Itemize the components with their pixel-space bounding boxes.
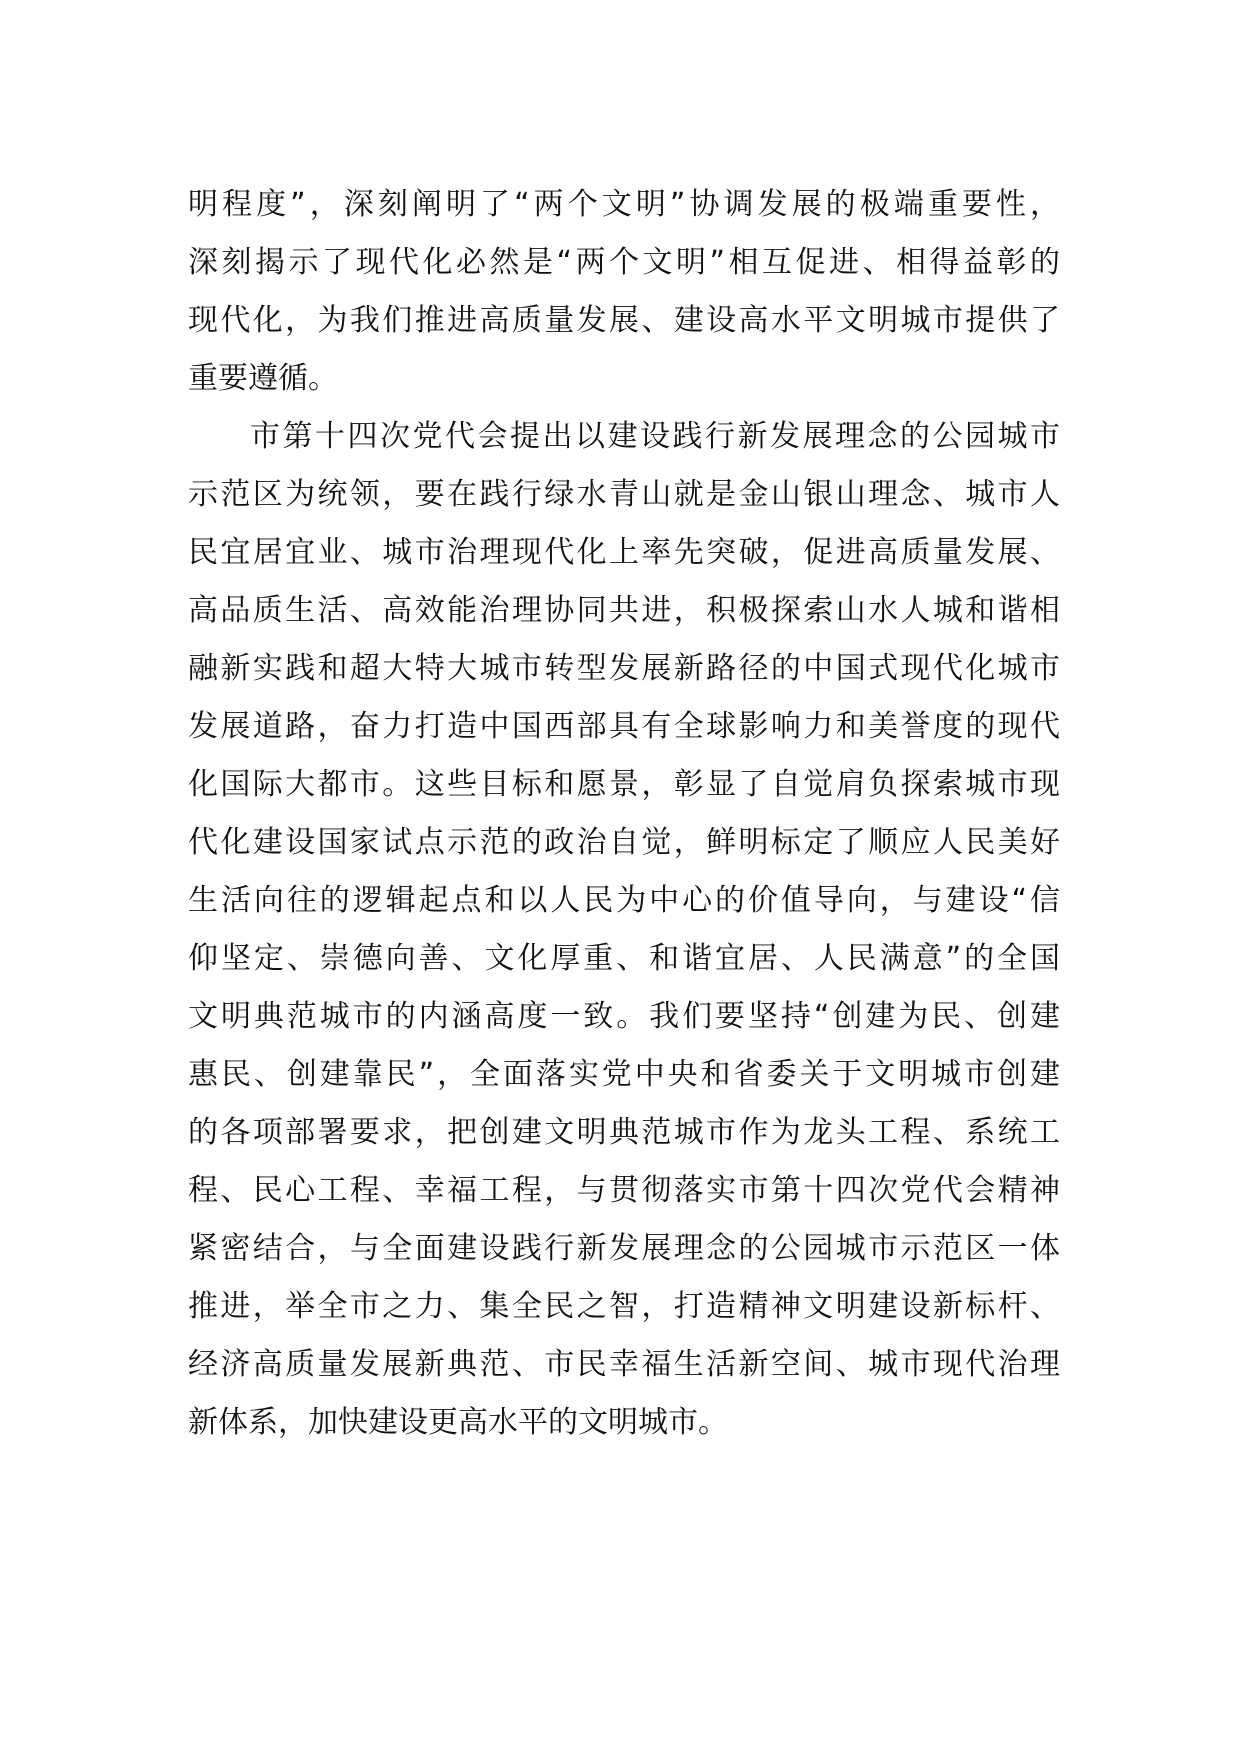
text-line: 化国际大都市。这些目标和愿景，彰显了自觉肩负探索城市现: [188, 767, 1060, 802]
text-line: 现代化，为我们推进高质量发展、建设高水平文明城市提供了: [188, 303, 1060, 338]
text-line: 的各项部署要求，把创建文明典范城市作为龙头工程、系统工: [188, 1115, 1060, 1150]
text-line: 新体系，加快建设更高水平的文明城市。: [188, 1405, 728, 1440]
text-line: 生活向往的逻辑起点和以人民为中心的价值导向，与建设“信: [188, 883, 1060, 918]
text-line: 惠民、创建靠民”，全面落实党中央和省委关于文明城市创建: [188, 1057, 1060, 1092]
text-line: 代化建设国家试点示范的政治自觉，鲜明标定了顺应人民美好: [188, 825, 1060, 860]
text-line: 推进，举全市之力、集全民之智，打造精神文明建设新标杆、: [188, 1289, 1060, 1324]
text-line: 民宜居宜业、城市治理现代化上率先突破，促进高质量发展、: [188, 535, 1060, 570]
text-line: 程、民心工程、幸福工程，与贯彻落实市第十四次党代会精神: [188, 1173, 1060, 1208]
text-line: 高品质生活、高效能治理协同共进，积极探索山水人城和谐相: [188, 593, 1060, 628]
text-line: 融新实践和超大特大城市转型发展新路径的中国式现代化城市: [188, 651, 1060, 686]
text-line: 示范区为统领，要在践行绿水青山就是金山银山理念、城市人: [188, 477, 1060, 512]
text-line: 明程度”，深刻阐明了“两个文明”协调发展的极端重要性，: [188, 187, 1060, 222]
text-line: 经济高质量发展新典范、市民幸福生活新空间、城市现代治理: [188, 1347, 1060, 1382]
text-line: 仰坚定、崇德向善、文化厚重、和谐宜居、人民满意”的全国: [188, 941, 1060, 976]
text-line: 紧密结合，与全面建设践行新发展理念的公园城市示范区一体: [188, 1231, 1060, 1266]
paragraph-first-line: 市第十四次党代会提出以建设践行新发展理念的公园城市: [250, 419, 1060, 454]
text-line: 深刻揭示了现代化必然是“两个文明”相互促进、相得益彰的: [188, 245, 1060, 280]
text-line: 文明典范城市的内涵高度一致。我们要坚持“创建为民、创建: [188, 999, 1060, 1034]
text-line: 发展道路，奋力打造中国西部具有全球影响力和美誉度的现代: [188, 709, 1060, 744]
text-line: 重要遵循。: [188, 361, 338, 396]
